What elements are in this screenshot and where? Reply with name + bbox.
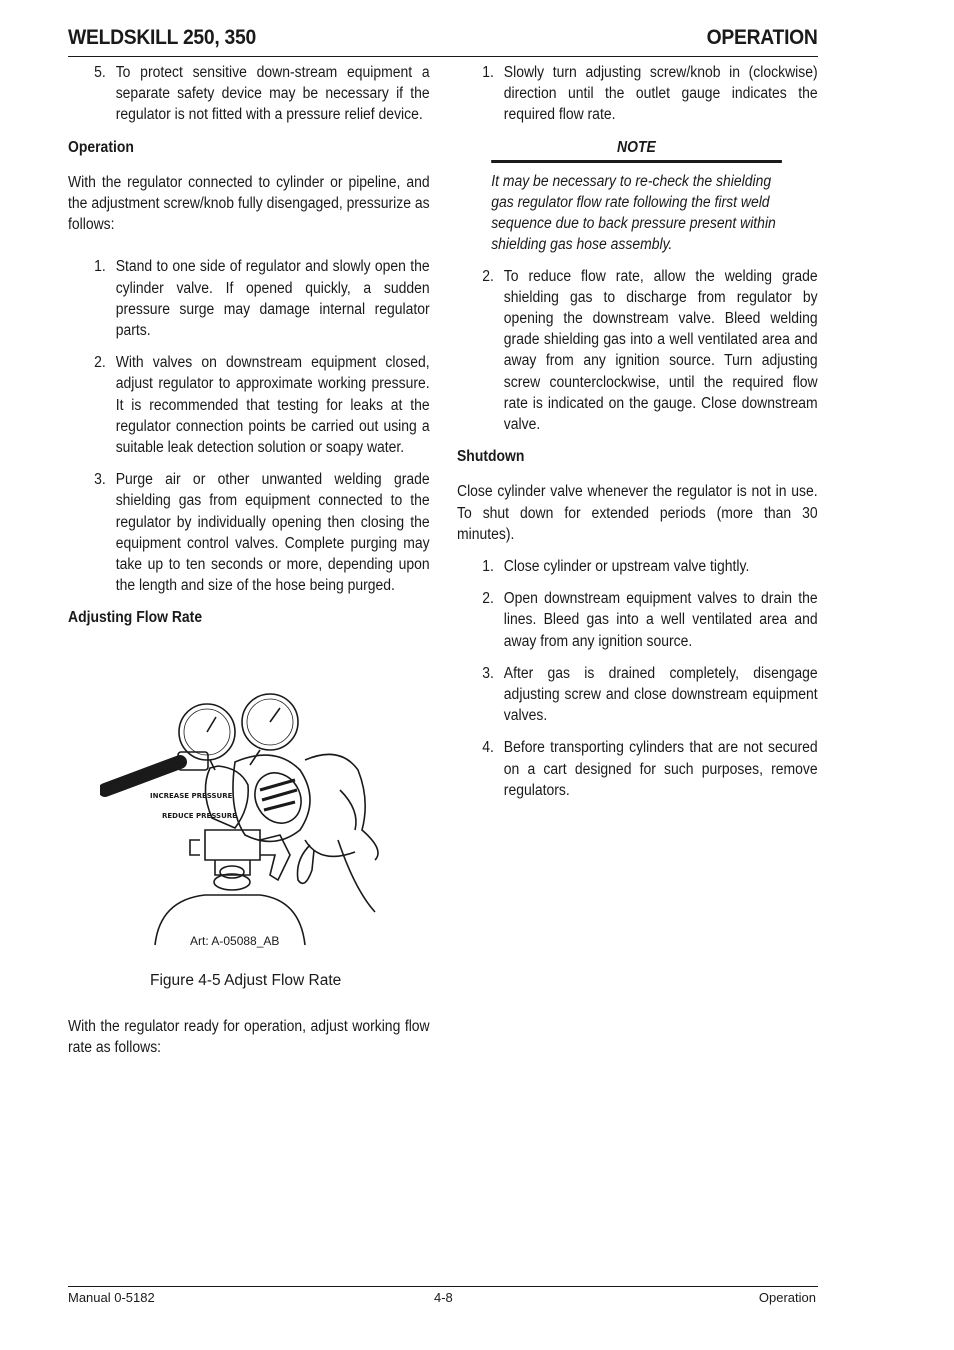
- left-column-bottom: [68, 1016, 430, 1058]
- figure-caption: Figure 4-5 Adjust Flow Rate: [150, 972, 342, 989]
- list-item: 5. To protect sensitive down-stream equipment a separate safety device may be necessary if the regulator is not fitted with a pressure relief device.: [94, 64, 430, 124]
- section-heading-operation: Operation: [68, 138, 134, 156]
- art-label: Art: A-05088_AB: [190, 934, 280, 948]
- list-item: 2. With valves on downstream equipment closed, adjust regulator to approximate working pressure. It is recommended that testing for leaks at the regulator connection points be carried out using a suitable leak detection solution or soapy water.: [94, 354, 430, 457]
- section-heading-shutdown: Shutdown: [457, 448, 525, 466]
- page-footer: [68, 1286, 818, 1305]
- after-figure-text: With the regulator ready for operation, adjust working flow rate as follows:: [68, 1018, 430, 1057]
- footer-section: Operation: [758, 1290, 816, 1305]
- note-box: [491, 137, 781, 256]
- footer-manual: Manual 0-5182: [68, 1290, 155, 1305]
- regulator-illustration: [100, 690, 390, 952]
- list-item: 1. Slowly turn adjusting screw/knob in (clockwise) direction until the outlet gauge indicates the required flow rate.: [482, 64, 818, 124]
- right-column: [457, 62, 818, 812]
- svg-text:REDUCE PRESSURE: [162, 812, 237, 820]
- shutdown-intro: Close cylinder valve whenever the regulator is not in use. To shut down for extended periods (more than 30 minutes).: [457, 483, 818, 543]
- list-item: 1. Stand to one side of regulator and slowly open the cylinder valve. If opened quickly, a sudden pressure surge may damage internal regulator parts.: [94, 258, 430, 340]
- list-item: 3. After gas is drained completely, disengage adjusting screw and close downstream equipment valves.: [482, 664, 818, 725]
- svg-text:INCREASE PRESSURE: [150, 792, 233, 800]
- footer-page-number: 4-8: [434, 1290, 453, 1305]
- list-item: 2. Open downstream equipment valves to drain the lines. Bleed gas into a well ventilated area and away from any ignition source.: [482, 590, 818, 650]
- note-title: NOTE: [491, 137, 781, 163]
- note-text: It may be necessary to re-check the shielding gas regulator flow rate following the first weld sequence due to back pressure present within shielding gas hose assembly.: [491, 172, 776, 254]
- operation-intro: With the regulator connected to cylinder or pipeline, and the adjustment screw/knob fully disengaged, pressurize as follows:: [68, 173, 430, 234]
- left-column: [68, 62, 430, 643]
- reduce-pressure-label: REDUCE PRESSURE: [162, 812, 237, 820]
- list-item: 4. Before transporting cylinders that are not secured on a cart designed for such purposes, remove regulators.: [482, 739, 818, 799]
- header-title: WELDSKILL 250, 350: [68, 26, 256, 49]
- section-heading-adjusting: Adjusting Flow Rate: [68, 609, 203, 627]
- list-item: 2. To reduce flow rate, allow the welding grade shielding gas to discharge from regulator by opening the downstream valve. Bleed welding grade shielding gas into a well ventilated area and away from any ignition source. Turn adjusting screw counterclockwise, until the required flow rate is indicated on the gauge. Close downstream valve.: [482, 267, 818, 434]
- list-item: 1. Close cylinder or upstream valve tightly.: [482, 558, 750, 576]
- increase-pressure-label: INCREASE PRESSURE: [150, 792, 233, 800]
- list-item: 3. Purge air or other unwanted welding grade shielding gas from equipment connected to the regulator by individually opening then closing the equipment control valves. Complete purging may take up to ten seconds or more, depending upon the length and size of the hose being purged.: [94, 471, 430, 595]
- page-header: [68, 26, 818, 57]
- header-section: OPERATION: [707, 26, 818, 49]
